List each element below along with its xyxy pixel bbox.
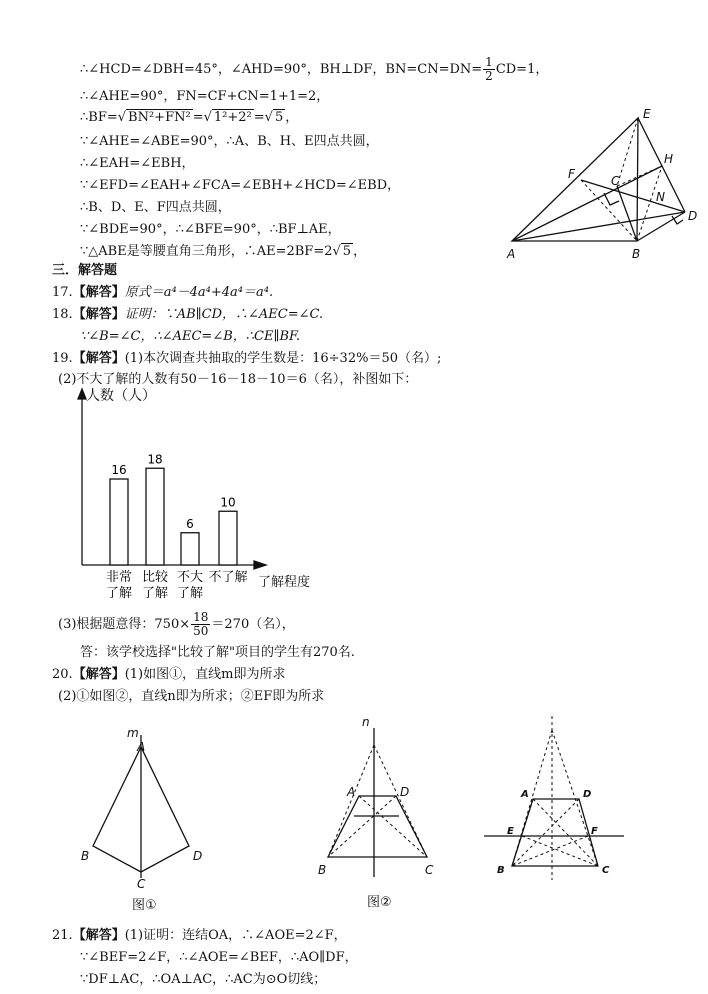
bar-2 [146,468,164,565]
dashed-3 [359,796,427,857]
category-label: 了解 [105,586,133,601]
q19-answer: 答：该学校选择"比较了解"项目的学生有270名. [80,645,355,660]
fraction-half: $\frac{1}{2}$ [485,55,493,83]
category-label: 不了解 [208,570,248,585]
category-label: 了解 [176,586,204,601]
label-c: C [137,877,146,891]
sol16-line4: ∵∠AHE=∠ABE=90°，∴A、B、H、E四点共圆， [80,134,379,149]
sol16-line5: ∴∠EAH=∠EBH， [80,156,195,171]
bar-value-label: 18 [147,452,163,467]
bar-1 [110,479,128,565]
q20-part2: (2)①如图②，直线n即为所求；②EF即为所求 [58,689,325,704]
label-a: A [507,247,516,261]
q19-part3: (3)根据题意得：750× $\frac{18}{50}$ ＝270（名）， [58,610,295,638]
dashed-ec [522,836,598,866]
caption-fig2: 图② [367,895,392,910]
label-f: F [568,167,575,181]
x-axis-arrow [254,561,266,569]
dashed-4 [328,796,396,857]
bar-4 [219,511,237,565]
label-d: D [193,849,203,863]
label-h: H [664,152,674,166]
category-label: 非常 [105,570,133,585]
q17: 17.【解答】原式＝a⁴－4a⁴+4a⁴＝a⁴. [52,285,274,300]
label-b: B [81,849,90,863]
category-label: 了解 [141,586,169,601]
trapezoid-abcd [512,799,598,866]
q19-part2: (2)不大了解的人数有50－16－18－10＝6（名），补图如下： [58,372,418,387]
label-m: m [127,726,139,740]
label-c: C [602,865,610,876]
y-axis-arrow [78,389,86,399]
q20-figure-2 [315,715,440,910]
bar-3 [181,533,199,565]
label-d: D [583,789,592,800]
label-f: F [591,826,598,837]
caption-fig1: 图① [132,898,157,913]
fraction-18-50: $\frac{18}{50}$ [193,610,209,638]
q18-line2: ∵∠B=∠C，∴∠AEC=∠B，∴CE∥BF. [80,329,301,344]
label-e: E [507,826,514,837]
trapezoid-abcd [328,796,427,857]
q20-figure-1 [75,722,225,912]
sol16-line3: ∴BF=√ BN²+FN² =√ 1²+2² =√ 5 ， [80,110,299,125]
line-fd [581,180,685,212]
x-axis-label: 了解程度 [258,575,311,590]
label-n: N [656,190,665,204]
y-axis-label: 人数（人） [86,388,156,404]
q20-figure-3 [478,710,628,885]
sol16-geometry-figure [500,100,708,270]
label-b: B [632,247,641,261]
sol16-line2: ∴∠AHE=90°，FN=CF+CN=1+1=2， [80,89,330,104]
label-a: A [521,789,529,800]
q21-line1: 21.【解答】(1)证明：连结OA，∴∠AOE=2∠F， [52,928,347,943]
bar-value-label: 10 [220,495,236,510]
q21-line2: ∵∠BEF=2∠F，∴∠AOE=∠BEF，∴AO∥DF， [80,950,358,965]
sol16-line1: ∴∠HCD=∠DBH=45°，∠AHD=90°，BH⊥DF，BN=CN=DN= $\frac{1}{2}$ CD=1， [80,55,549,83]
dashed-1 [328,745,374,857]
line-ah [512,166,662,241]
sol16-line7: ∴B、D、E、F四点共圆， [80,200,231,215]
label-b: B [318,863,327,877]
label-e: E [643,107,651,121]
bar-chart [60,385,330,605]
sol16-line6: ∵∠EFD=∠EAH+∠FCA=∠EBH+∠HCD=∠EBD， [80,178,401,193]
category-label: 比较 [141,570,169,585]
label-a: A [347,785,356,799]
category-label: 不大 [176,570,204,585]
q20-part1: 20.【解答】(1)如图①，直线m即为所求 [52,667,286,682]
bar-value-label: 16 [111,463,127,477]
sol16-line9: ∵△ABE是等腰直角三角形，∴AE=2BF=2√ 5 ， [80,244,367,259]
sol16-line8: ∵∠BDE=90°，∴∠BFE=90°，∴BF⊥AE， [80,222,341,237]
label-c: C [425,863,434,877]
label-a: A [137,740,146,754]
q21-line3: ∵DF⊥AC，∴OA⊥AC，∴AC为⊙O切线； [80,972,327,987]
label-b: B [497,865,505,876]
label-d: D [688,209,698,223]
right-angle-mark-c [604,193,619,205]
label-c: C [611,174,620,188]
q18-line1: 18.【解答】证明：∵AB∥CD，∴∠AEC=∠C. [52,307,324,322]
section-title: 三．解答题 [52,263,118,278]
label-d: D [400,785,410,799]
dashed-fb [512,836,588,866]
bar-value-label: 6 [186,516,194,531]
q19-part1: 19.【解答】(1)本次调查共抽取的学生数是：16÷32%＝50（名）; [52,351,442,366]
label-n: n [362,715,370,729]
